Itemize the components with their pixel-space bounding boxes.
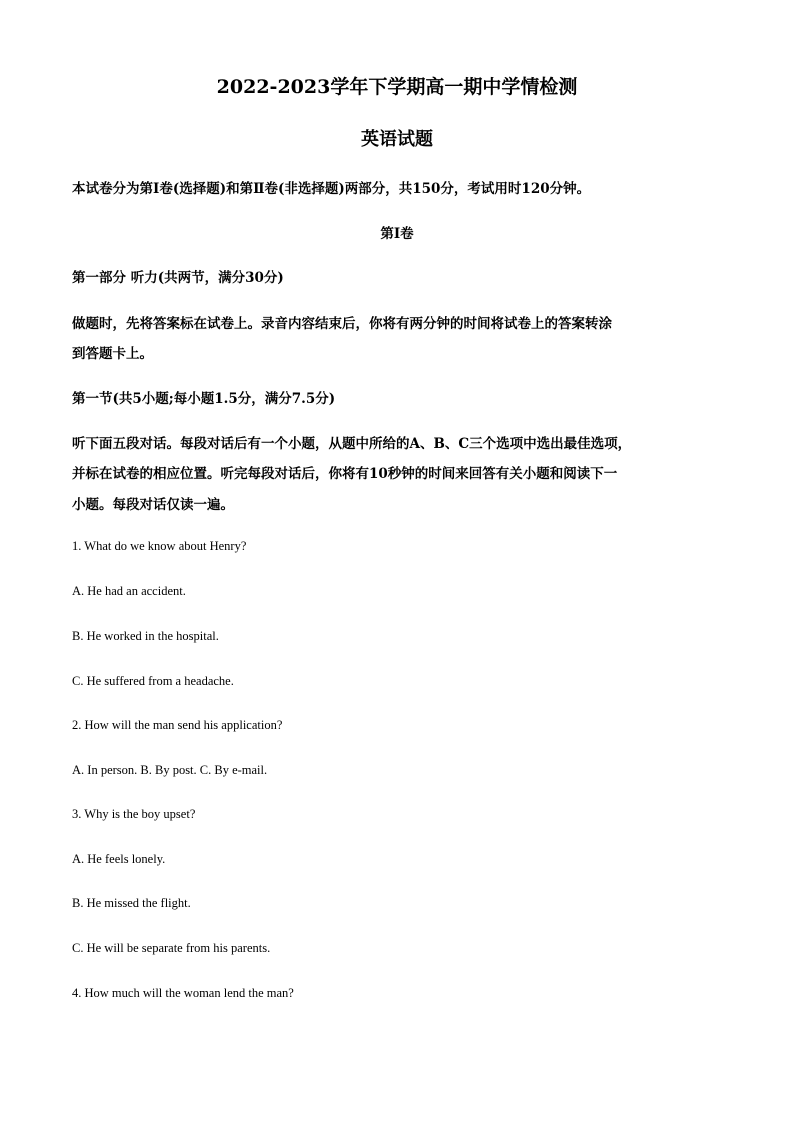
section-one-heading: 第一节(共5小题;每小题1.5分，满分7.5分) [72,391,336,407]
volume-label: 第Ⅰ卷 [380,226,414,242]
section-one-instruction-line-2: 并标在试卷的相应位置。听完每段对话后，你将有10秒钟的时间来回答有关小题和阅读下一 [72,466,618,482]
part-one-instruction-line-1: 做题时，先将答案标在试卷上。录音内容结束后，你将有两分钟的时间将试卷上的答案转涂 [72,316,612,332]
exam-intro: 本试卷分为第Ⅰ卷(选择题)和第Ⅱ卷(非选择题)两部分，共150分，考试用时120分钟。 [72,181,591,197]
page-title: 2022-2023学年下学期高一期中学情检测 [216,76,578,98]
question-1-stem: 1. What do we know about Henry? [72,539,247,553]
question-1-option-c: C. He suffered from a headache. [72,674,234,688]
question-1-option-b: B. He worked in the hospital. [72,629,219,643]
question-2-options: A. In person. B. By post. C. By e-mail. [72,763,268,777]
question-4-stem: 4. How much will the woman lend the man? [72,986,294,1000]
question-2-stem: 2. How will the man send his application? [72,718,283,732]
question-3-option-b: B. He missed the flight. [72,896,191,910]
question-3-stem: 3. Why is the boy upset? [72,807,196,821]
section-one-instruction-line-1: 听下面五段对话。每段对话后有一个小题，从题中所给的A、B、C三个选项中选出最佳选项， [72,436,632,452]
section-one-instruction-line-3: 小题。每段对话仅读一遍。 [72,497,234,513]
question-3-option-a: A. He feels lonely. [72,852,166,866]
question-1-option-a: A. He had an accident. [72,584,186,598]
page-subtitle: 英语试题 [361,129,433,150]
part-one-heading: 第一部分 听力(共两节，满分30分) [72,270,284,286]
question-3-option-c: C. He will be separate from his parents. [72,941,271,955]
part-one-instruction-line-2: 到答题卡上。 [72,346,153,362]
